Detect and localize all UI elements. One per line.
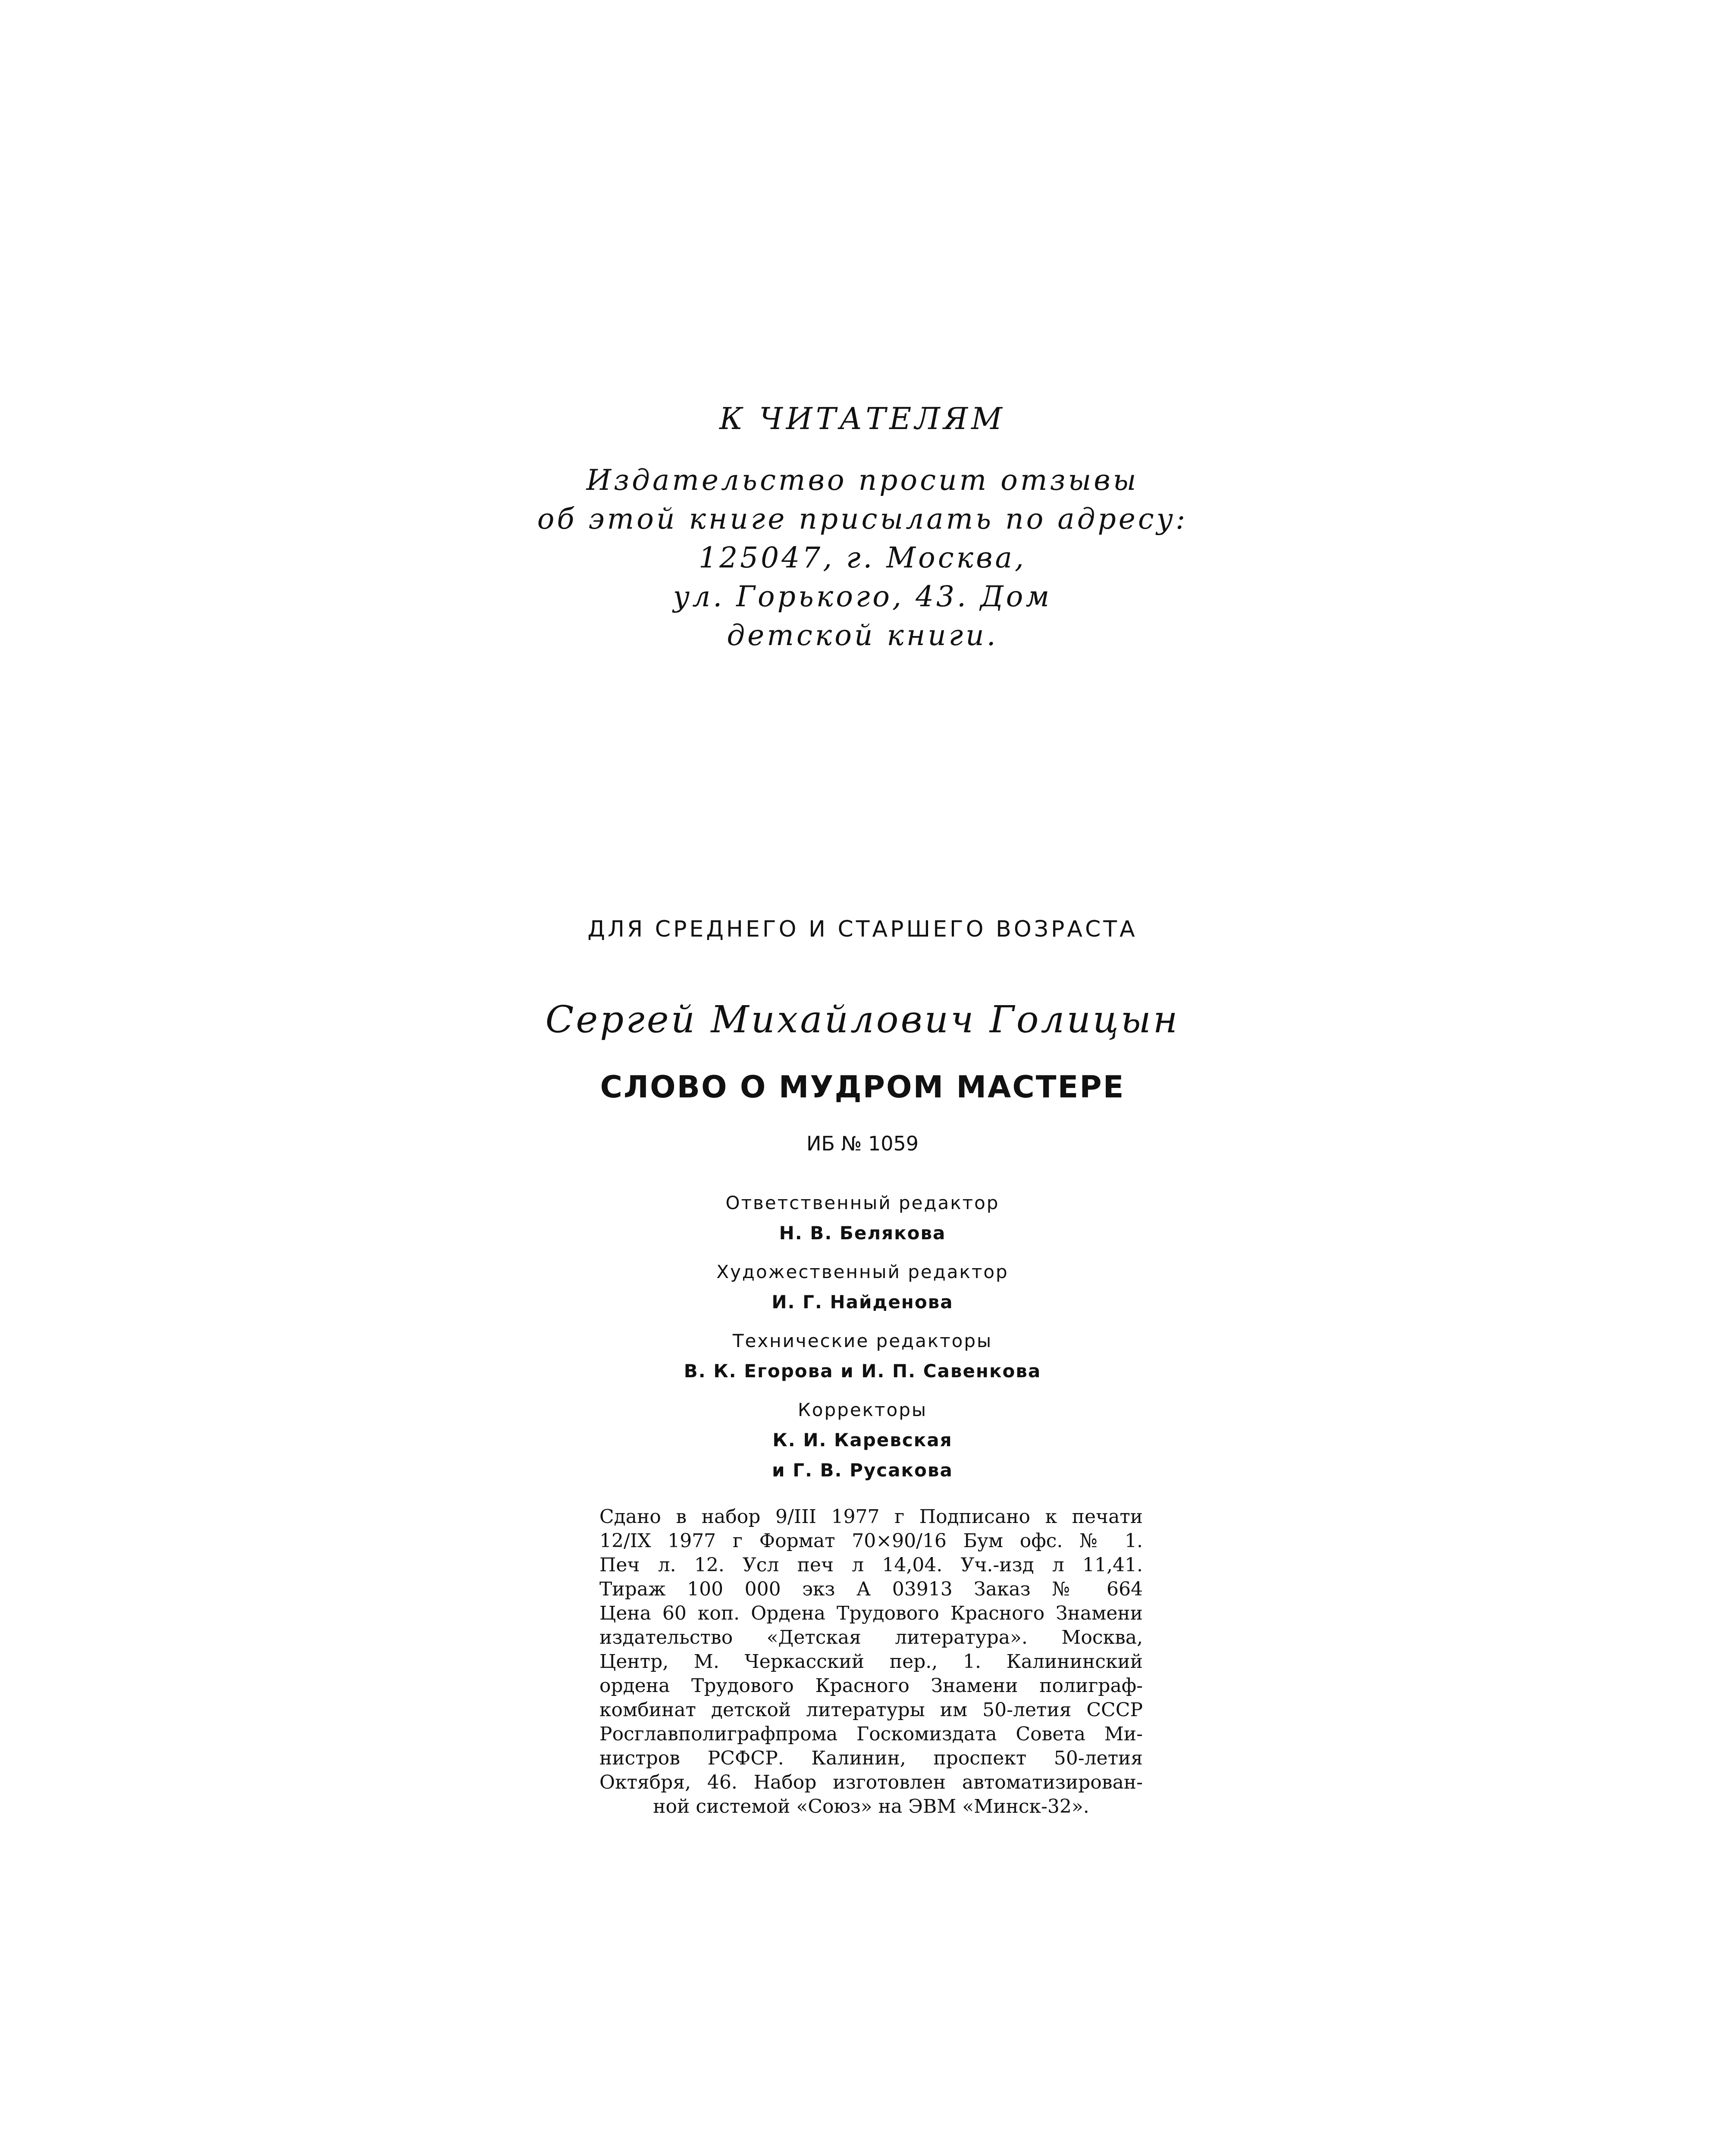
author-name: Сергей Михайлович Голицын <box>545 998 1180 1041</box>
print-details-line: ордена Трудового Красного Знамени полиграф- <box>599 1675 1143 1697</box>
credit-name-technical-editors: В. К. Егорова и И. П. Савенкова <box>684 1360 1041 1382</box>
print-details-line: Тираж 100 000 экз А 03913 Заказ № 664 <box>599 1578 1143 1600</box>
credit-name-proofreader: и Г. В. Русакова <box>772 1460 953 1481</box>
print-details-line: комбинат детской литературы им 50-летия СССР <box>599 1699 1143 1721</box>
book-title: СЛОВО О МУДРОМ МАСТЕРЕ <box>600 1069 1125 1105</box>
readers-notice-line: Издательство просит отзывы <box>586 464 1139 497</box>
print-details-line: Сдано в набор 9/III 1977 г Подписано к печати <box>599 1506 1143 1528</box>
print-details-line: нистров РСФСР. Калинин, проспект 50-летия <box>599 1747 1143 1769</box>
print-details-line: Октября, 46. Набор изготовлен автоматизирован- <box>599 1771 1143 1793</box>
print-details-line: Росглавполиграфпрома Госкомиздата Совета Ми- <box>599 1723 1143 1745</box>
readers-notice-line: 125047, г. Москва, <box>699 541 1026 574</box>
print-details-line: ной системой «Союз» на ЭВМ «Минск-32». <box>653 1796 1089 1818</box>
credit-name-art-editor: И. Г. Найденова <box>772 1291 953 1313</box>
print-details-line: Печ л. 12. Усл печ л 14,04. Уч.-изд л 11,41. <box>599 1554 1143 1576</box>
print-details-line: 12/IX 1977 г Формат 70×90/16 Бум офс. № 1. <box>599 1530 1143 1552</box>
ib-number: ИБ № 1059 <box>806 1132 919 1155</box>
age-group-label: ДЛЯ СРЕДНЕГО И СТАРШЕГО ВОЗРАСТА <box>587 916 1138 942</box>
print-details-line: издательство «Детская литература». Москва, <box>599 1626 1143 1648</box>
readers-notice-line: детской книги. <box>727 619 998 652</box>
credit-name-proofreader: К. И. Каревская <box>772 1429 953 1451</box>
credit-role-responsible-editor: Ответственный редактор <box>725 1192 1000 1213</box>
credit-role-technical-editors: Технические редакторы <box>732 1330 993 1351</box>
readers-notice-line: об этой книге присылать по адресу: <box>537 502 1188 536</box>
print-details <box>599 1505 1143 1819</box>
readers-notice-line: ул. Горького, 43. Дом <box>673 580 1052 613</box>
print-details-line: Центр, М. Черкасский пер., 1. Калининский <box>599 1651 1143 1673</box>
readers-notice-heading: К ЧИТАТЕЛЯМ <box>719 401 1006 436</box>
print-details-line: Цена 60 коп. Ордена Трудового Красного Знамени <box>599 1602 1143 1624</box>
credit-name-responsible-editor: Н. В. Белякова <box>779 1222 946 1244</box>
credit-role-art-editor: Художественный редактор <box>716 1261 1009 1282</box>
credit-role-proofreaders: Корректоры <box>797 1399 928 1420</box>
